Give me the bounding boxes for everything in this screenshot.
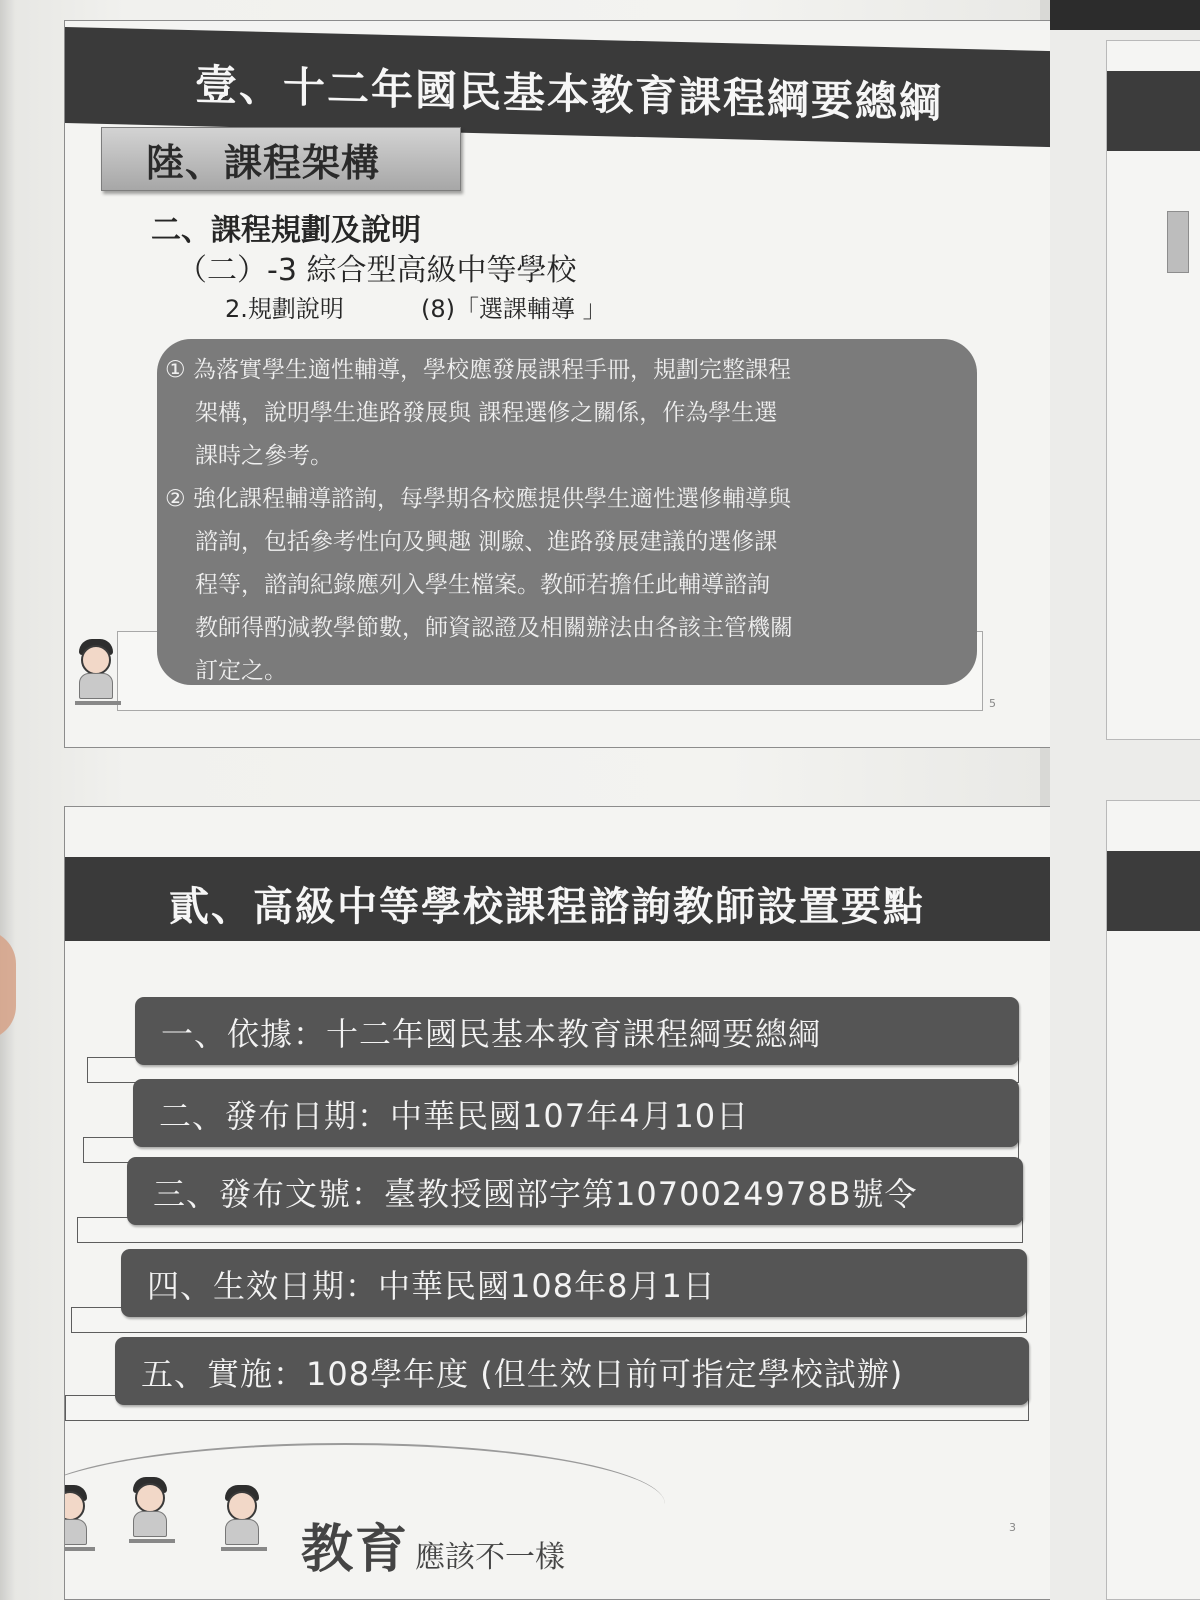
slide-1-page-number: 5 [989,697,996,710]
point-1-line-3: 課時之參考。 [195,443,333,469]
heading-level-2: 二、課程規劃及說明 [151,213,421,248]
slide-2-title-bar [65,857,1059,941]
point-1-line-1: 為落實學生適性輔導，學校應發展課程手冊，規劃完整課程 [193,357,791,383]
adjacent-page-dark-edge [1050,0,1200,30]
adjacent-slide-1 [1106,40,1200,740]
point-1-line-2: 架構，說明學生進路發展與 課程選修之關係，作為學生選 [195,400,778,426]
heading-level-4-right: (8)「選課輔導 」 [421,295,607,323]
guidance-text-box [157,339,977,685]
item-4: 四、生效日期：中華民國108年8月1日 [121,1249,1027,1317]
slide-1-title: 壹、十二年國民基本教育課程綱要總綱 [195,60,944,128]
item-3: 三、發布文號：臺教授國部字第1070024978B號令 [127,1157,1023,1225]
section-tag: 陸、課程架構 [101,127,461,191]
slide-2 [64,806,1060,1600]
item-5: 五、實施：108學年度 (但生效日前可指定學校試辦) [115,1337,1029,1405]
point-2-number: ② [165,486,186,512]
slide-1 [64,20,1054,748]
point-2 [165,478,947,693]
footer-slogan-big: 教育 [301,1519,410,1580]
point-1 [165,349,947,478]
point-2-line-2: 諮詢，包括參考性向及興趣 測驗、進路發展建議的選修課 [195,529,778,555]
heading-level-4-left: 2.規劃說明 [225,295,344,323]
adjacent-slide-1-bar [1107,71,1200,151]
page-edge-shadow [0,0,16,1600]
adjacent-slide-2-bar [1107,851,1200,931]
slide-2-page-number: 3 [1009,1521,1016,1534]
heading-level-3: （二）-3 綜合型高級中等學校 [177,253,577,288]
footer-slogan [301,1507,565,1582]
adjacent-slide-1-tag [1167,211,1189,273]
point-1-number: ① [165,357,186,383]
point-2-line-3: 程等，諮詢紀錄應列入學生檔案。教師若擔任此輔導諮詢 [195,572,770,598]
footer-slogan-small: 應該不一樣 [415,1540,566,1575]
adjacent-slide-2 [1106,800,1200,1600]
item-1: 一、依據：十二年國民基本教育課程綱要總綱 [135,997,1019,1065]
item-2: 二、發布日期：中華民國107年4月10日 [133,1079,1019,1147]
point-2-line-5: 訂定之。 [195,658,287,684]
point-2-line-4: 教師得酌減教學節數，師資認證及相關辦法由各該主管機關 [195,615,793,641]
point-2-line-1: 強化課程輔導諮詢，每學期各校應提供學生適性選修輔導與 [193,486,791,512]
adjacent-page [1050,0,1200,1600]
slide-2-title: 貳、高級中等學校課程諮詢教師設置要點 [169,884,925,930]
